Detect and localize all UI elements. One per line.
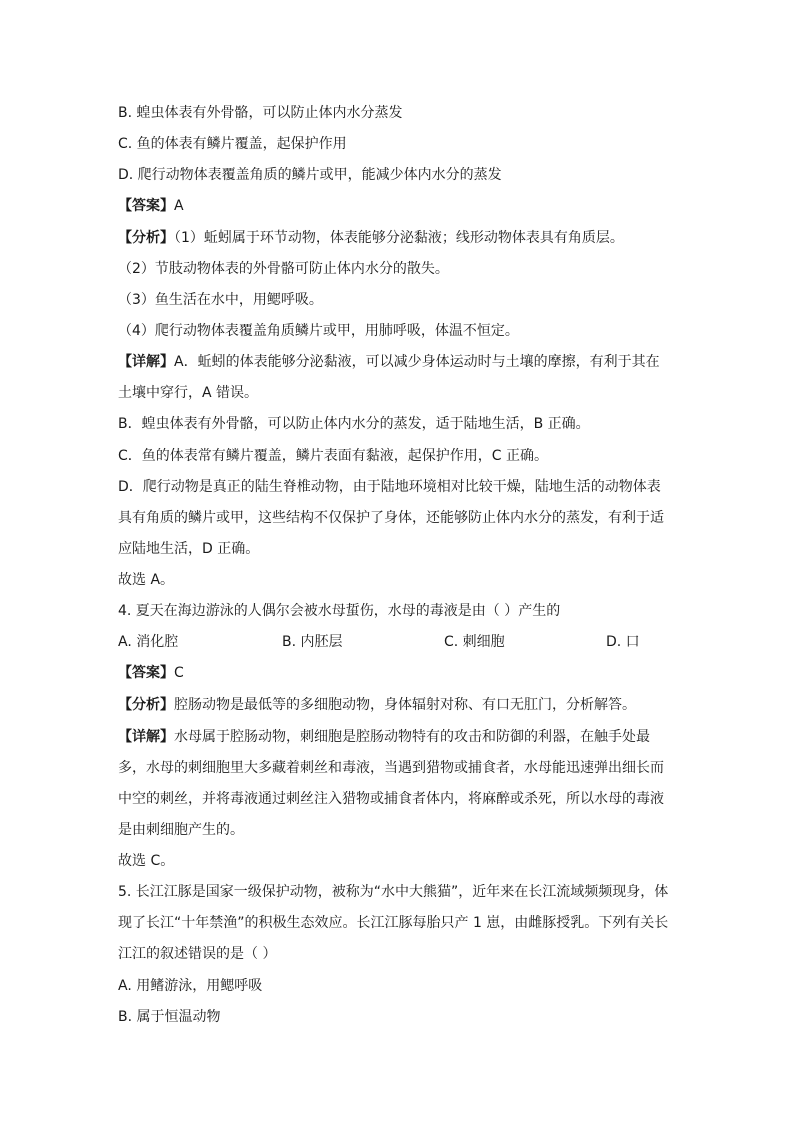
q3-detail-line-5: D．爬行动物是真正的陆生脊椎动物，由于陆地环境相对比较干燥，陆地生活的动物体表 [118,479,661,495]
detail-tag: 【详解】 [118,729,174,745]
detail-tag: 【详解】 [118,354,174,370]
q4-option-c: C. 刺细胞 [444,634,505,650]
q5-stem-line-3: 江江的叙述错误的是（ ） [118,946,277,962]
q3-detail-line-1 [118,352,660,372]
q5-stem-line-2: 现了长江“十年禁渔”的积极生态效应。长江江豚每胎只产 1 崽，由雌豚授乳。下列有关长 [118,915,669,931]
answer-value: C [174,665,184,681]
detail-text: 水母属于腔肠动物，刺细胞是腔肠动物特有的攻击和防御的利器，在触手处最 [174,729,650,745]
q4-options [118,632,678,652]
q4-detail-line-1 [118,727,650,747]
q4-detail-line-2: 多，水母的刺细胞里大多藏着刺丝和毒液，当遇到猎物或捕食者，水母能迅速弹出细长而 [118,760,664,776]
q4-choice: 故选 C。 [118,853,175,869]
q4-stem: 4. 夏天在海边游泳的人偶尔会被水母蜇伤，水母的毒液是由（ ）产生的 [118,603,561,619]
q3-detail-line-3: B．蝗虫体表有外骨骼，可以防止体内水分的蒸发，适于陆地生活，B 正确。 [118,416,590,432]
q3-analysis-line-2: （2）节肢动物体表的外骨骼可防止体内水分的散失。 [118,261,449,277]
q3-analysis-line-3: （3）鱼生活在水中，用鳃呼吸。 [118,292,323,308]
answer-tag: 【答案】 [118,665,174,681]
q3-option-d: D. 爬行动物体表覆盖角质的鳞片或甲，能减少体内水分的蒸发 [118,167,502,183]
q3-analysis-line-1 [118,228,624,248]
answer-value: A [174,198,184,214]
detail-text: A．蚯蚓的体表能够分泌黏液，可以减少身体运动时与土壤的摩擦，有利于其在 [174,354,660,370]
q4-option-d: D. 口 [606,634,640,650]
q3-option-b: B. 蝗虫体表有外骨骼，可以防止体内水分蒸发 [118,105,403,121]
q3-detail-line-2: 土壤中穿行，A 错误。 [118,385,259,401]
q4-answer [118,663,184,683]
q3-detail-line-4: C．鱼的体表常有鳞片覆盖，鳞片表面有黏液，起保护作用，C 正确。 [118,448,548,464]
q4-analysis [118,695,636,715]
q3-choice: 故选 A。 [118,572,175,588]
analysis-tag: 【分析】 [118,697,174,713]
analysis-text: 腔肠动物是最低等的多细胞动物，身体辐射对称、有口无肛门，分析解答。 [174,697,636,713]
q4-option-b: B. 内胚层 [282,634,343,650]
q5-option-a: A. 用鳍游泳，用鳃呼吸 [118,978,263,994]
q4-detail-line-3: 中空的刺丝，并将毒液通过刺丝注入猎物或捕食者体内，将麻醉或杀死，所以水母的毒液 [118,791,664,807]
q4-option-a: A. 消化腔 [118,634,179,650]
q5-option-b: B. 属于恒温动物 [118,1009,221,1025]
q4-detail-line-4: 是由刺细胞产生的。 [118,822,244,838]
q3-detail-line-7: 应陆地生活，D 正确。 [118,541,260,557]
q3-detail-line-6: 具有角质的鳞片或甲，这些结构不仅保护了身体，还能够防止体内水分的蒸发，有利于适 [118,510,664,526]
q3-analysis-line-4: （4）爬行动物体表覆盖角质鳞片或甲，用肺呼吸，体温不恒定。 [118,323,519,339]
q5-stem-line-1: 5. 长江江豚是国家一级保护动物，被称为“水中大熊猫”，近年来在长江流域频频现身，体 [118,884,669,900]
answer-tag: 【答案】 [118,198,174,214]
q3-option-c: C. 鱼的体表有鳞片覆盖，起保护作用 [118,136,347,152]
analysis-tag: 【分析】 [118,230,174,246]
analysis-text: （1）蚯蚓属于环节动物，体表能够分泌黏液；线形动物体表具有角质层。 [174,230,624,246]
q3-answer [118,196,184,216]
